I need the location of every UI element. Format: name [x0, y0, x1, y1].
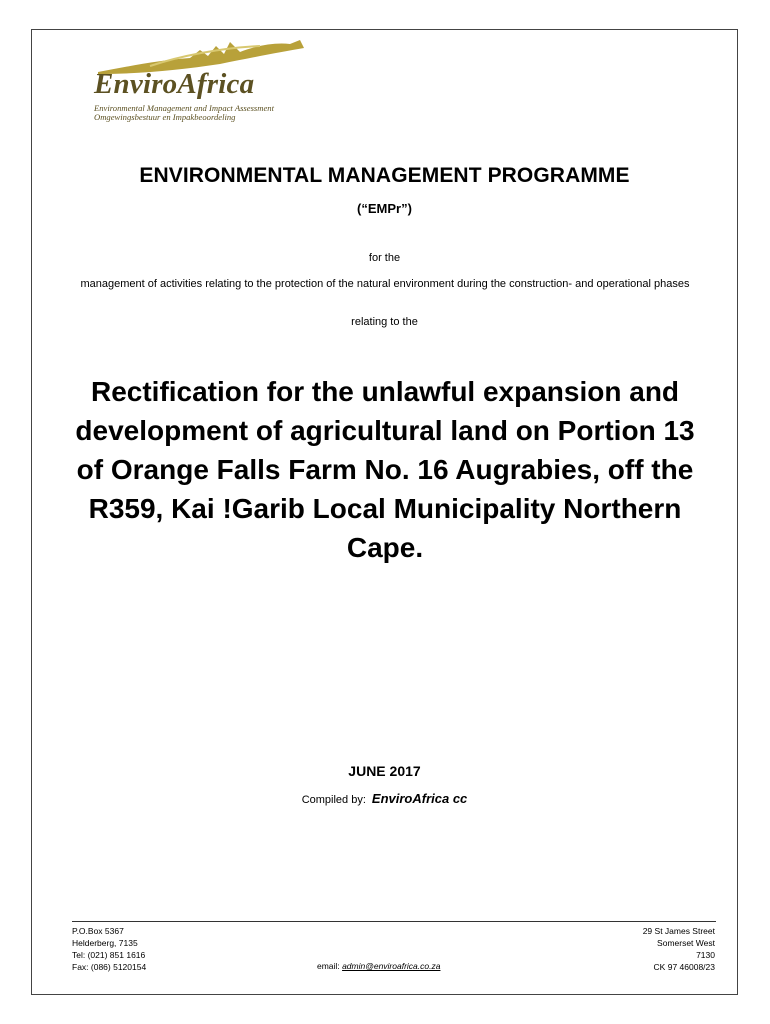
footer-registration: CK 97 46008/23	[653, 962, 715, 972]
footer-suburb: Somerset West	[657, 938, 715, 948]
compiled-by	[31, 791, 738, 806]
logo-tagline-english: Environmental Management and Impact Assessment	[94, 103, 274, 113]
document-title: ENVIRONMENTAL MANAGEMENT PROGRAMME	[139, 164, 630, 187]
purpose-text: management of activities relating to the protection of the natural environment during the construction- and operational phases	[80, 278, 690, 290]
logo-tagline-afrikaans: Omgewingsbestuur en Impakbeoordeling	[94, 112, 236, 122]
footer-postcode: 7130	[696, 950, 715, 960]
footer-po-town: Helderberg, 7135	[72, 938, 138, 948]
footer-po-box: P.O.Box 5367	[72, 926, 124, 936]
for-the-text: for the	[368, 252, 401, 264]
footer-tel: Tel: (021) 851 1616	[72, 950, 146, 960]
footer-email-label: email:	[317, 961, 340, 971]
footer-email-link[interactable]: admin@enviroafrica.co.za	[342, 961, 441, 971]
compiled-by-label: Compiled by:	[301, 794, 366, 806]
document-abbreviation: (“EMPr”)	[357, 201, 412, 216]
enviroafrica-logo	[90, 36, 320, 124]
footer-divider	[72, 921, 716, 922]
footer-street: 29 St James Street	[642, 926, 715, 936]
relating-to-text: relating to the	[351, 316, 418, 328]
footer-postal-address	[72, 925, 146, 973]
project-title: Rectification for the unlawful expansion and development of agricultural land on Portion 13 of Orange Falls Farm No. 16 Augrabies, off the R359, Kai !Garib Local Municipality Northern Cape.	[75, 376, 695, 563]
compiled-by-firm: EnviroAfrica cc	[371, 791, 468, 806]
footer-email	[317, 961, 440, 971]
document-date: JUNE 2017	[348, 763, 421, 779]
logo-wordmark: EnviroAfrica	[94, 68, 255, 100]
footer-street-address	[643, 925, 715, 973]
footer-fax: Fax: (086) 5120154	[72, 962, 147, 972]
